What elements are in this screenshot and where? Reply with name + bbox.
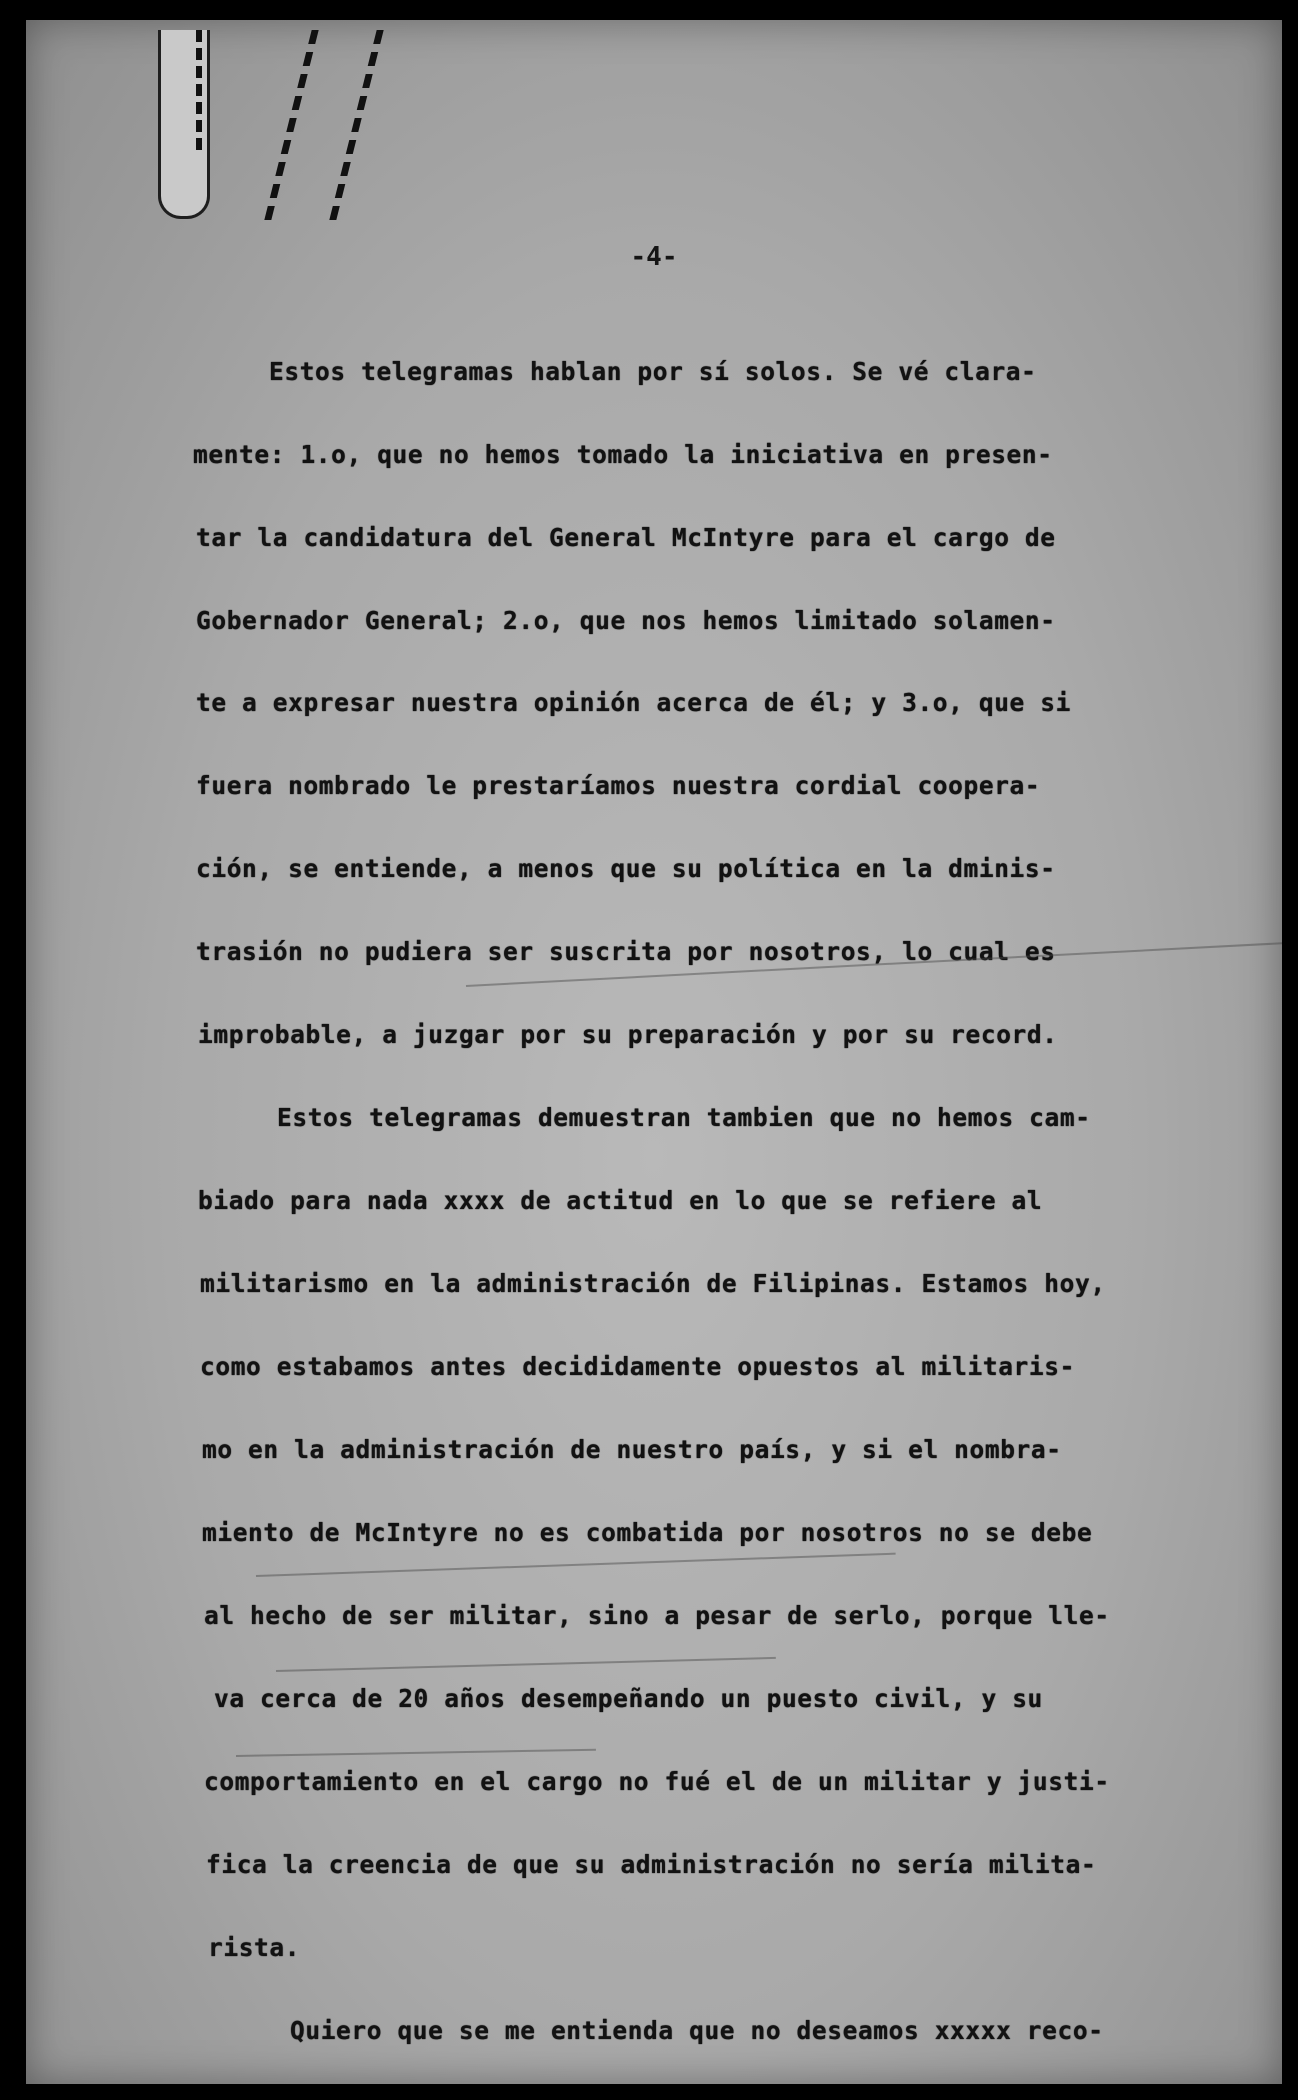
text-line: miento de McIntyre no es combatida por nosotros no se debe <box>202 1518 1093 1547</box>
text-line: mente: 1.o, que no hemos tomado la iniciativa en presen- <box>193 440 1053 469</box>
text-line: Gobernador General; 2.o, que nos hemos limitado solamen- <box>196 606 1056 635</box>
text-line: Estos telegramas demuestran tambien que no hemos cam- <box>277 1103 1091 1132</box>
text-line: rista. <box>208 1933 301 1962</box>
paper-clip-mark <box>196 30 220 150</box>
pencil-mark <box>236 1749 596 1757</box>
text-line: como estabamos antes decididamente opuestos al militaris- <box>200 1352 1075 1381</box>
pencil-mark <box>276 1657 776 1672</box>
text-line: fuera nombrado le prestaríamos nuestra cordial coopera- <box>196 771 1041 800</box>
text-line: te a expresar nuestra opinión acerca de él; y 3.o, que si <box>196 688 1071 717</box>
pencil-mark <box>256 1553 896 1577</box>
text-line: ción, se entiende, a menos que su política en la dminis- <box>196 854 1056 883</box>
page-number: -4- <box>630 242 678 272</box>
text-line: comportamiento en el cargo no fué el de un militar y justi- <box>204 1767 1110 1796</box>
text-line: improbable, a juzgar por su preparación y por su record. <box>198 1020 1058 1049</box>
document-page <box>26 20 1282 2084</box>
text-line: militarismo en la administración de Filipinas. Estamos hoy, <box>200 1269 1106 1298</box>
text-line: al hecho de ser militar, sino a pesar de serlo, porque lle- <box>204 1601 1110 1630</box>
paper-clip-mark <box>264 30 383 220</box>
text-line: Estos telegramas hablan por sí solos. Se vé clara- <box>269 357 1037 386</box>
text-line: biado para nada xxxx de actitud en lo que se refiere al <box>198 1186 1043 1215</box>
text-line: va cerca de 20 años desempeñando un puesto civil, y su <box>214 1684 1043 1713</box>
text-line: trasión no pudiera ser suscrita por nosotros, lo cual es <box>196 937 1056 966</box>
text-line: Quiero que se me entienda que no deseamos xxxxx reco- <box>290 2016 1104 2045</box>
text-line: tar la candidatura del General McIntyre para el cargo de <box>196 523 1056 552</box>
text-line: fica la creencia de que su administración no sería milita- <box>206 1850 1097 1879</box>
text-line: mo en la administración de nuestro país, y si el nombra- <box>202 1435 1062 1464</box>
